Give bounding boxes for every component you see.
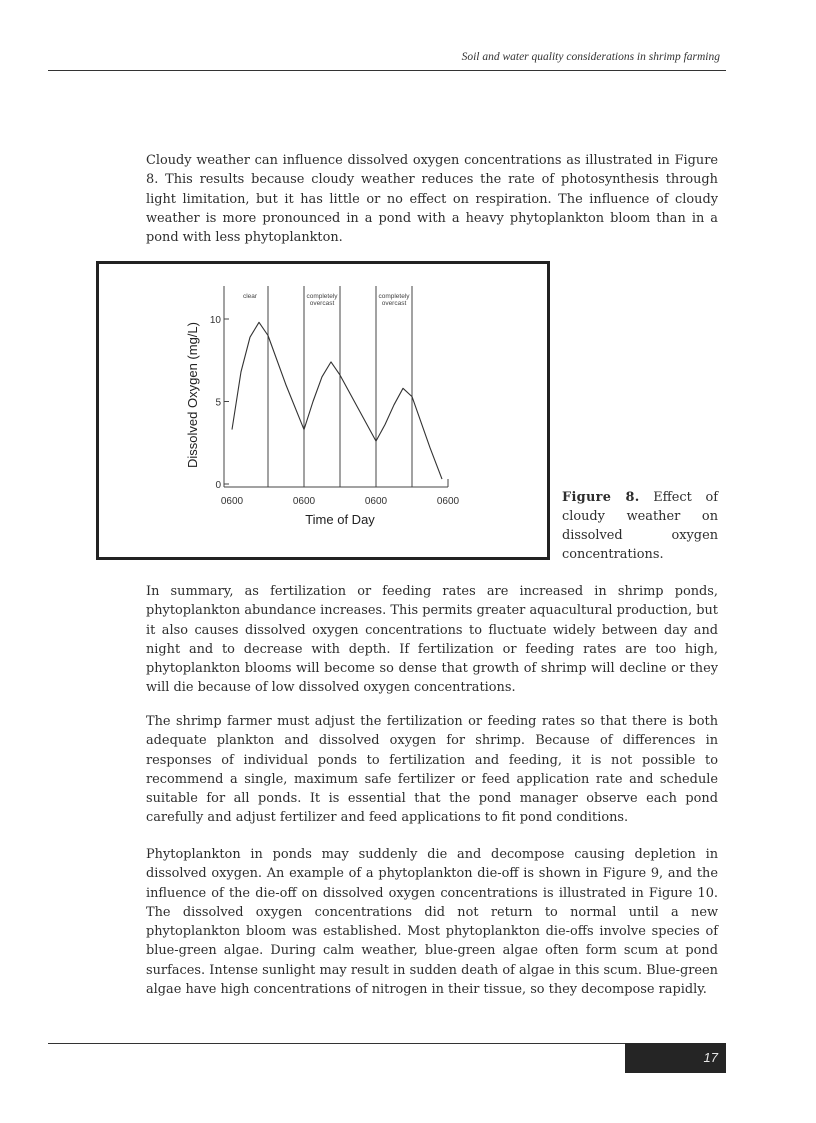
figure-label: Figure 8. — [562, 490, 640, 505]
running-title: Soil and water quality considerations in shrimp farming — [461, 51, 720, 63]
x-axis-title: Time of Day — [305, 512, 375, 527]
paragraph-cloudy-weather: Cloudy weather can influence dissolved oxygen concentrations as illustrated in Figure 8. This results because cloudy weather reduces the rate of photosynthesis through light limitation, but it has little or no effect on respiration. The influence of cloudy weather is more pronounced in a pond with a heavy phytoplankton bloom than in a pond with less phytoplankton. — [146, 153, 718, 246]
paragraph-summary: In summary, as fertilization or feeding rates are increased in shrimp ponds, phytoplankton abundance increases. This permits greater aquacultural production, but it also causes dissolved oxygen concentrations to fluctuate widely between day and night and to decrease with depth. If fertilization or feeding rates are too high, phytoplankton blooms will become so dense that growth of shrimp will decline or they will die because of low dissolved oxygen concentrations. — [146, 584, 718, 696]
x-tick-label-0: 0600 — [220, 496, 244, 507]
y-tick-label-2: 10 — [209, 315, 221, 326]
do-chart — [99, 264, 547, 557]
y-axis-title: Dissolved Oxygen (mg/L) — [185, 322, 200, 468]
series-line-0 — [232, 322, 442, 479]
page-number-box — [625, 1043, 726, 1073]
x-tick-label-2: 0600 — [364, 496, 388, 507]
paragraph-die-off: Phytoplankton in ponds may suddenly die and decompose causing depletion in dissolved oxygen. An example of a phytoplankton die-off is shown in Figure 9, and the influence of the die-off on dissolved oxygen concentrations is illustrated in Figure 10. The dissolved oxygen concentrations did not return to normal until a new phytoplankton bloom was established. Most phytoplankton die-offs involve species of blue-green algae. During calm weather, blue-green algae often form scum at pond surfaces. Intense sunlight may result in sudden death of algae in this scum. Blue-green algae have high concentrations of nitrogen in their tissue, so they decompose rapidly. — [146, 847, 718, 998]
x-tick-label-3: 0600 — [436, 496, 460, 507]
y-tick-label-1: 5 — [215, 397, 221, 409]
annotation-2-line-0: completely — [378, 293, 410, 300]
figure-caption-text: Effect of cloudy weather on dissolved oxygen concentrations. — [562, 490, 718, 562]
footer-rule — [48, 1043, 626, 1044]
annotation-0-line-0: clear — [242, 293, 258, 300]
annotation-1-line-0: completely — [306, 293, 338, 300]
annotation-1-line-1: overcast — [309, 300, 335, 307]
paragraph-farmer-adjust: The shrimp farmer must adjust the fertilization or feeding rates so that there is both adequate plankton and dissolved oxygen for shrimp. Because of differences in responses of individual ponds to fertilization and feeding, it is not possible to recommend a single, maximum safe fertilizer or feed application rate and schedule suitable for all ponds. It is essential that the pond manager observe each pond carefully and adjust fertilizer and feed applications to fit pond conditions. — [146, 714, 718, 826]
figure-8-box — [96, 261, 550, 560]
annotation-2-line-1: overcast — [381, 300, 407, 307]
x-tick-label-1: 0600 — [292, 496, 316, 507]
y-tick-label-0: 0 — [215, 480, 221, 491]
page-number: 17 — [703, 1050, 718, 1065]
header-rule — [48, 70, 726, 71]
figure-caption — [562, 488, 718, 564]
